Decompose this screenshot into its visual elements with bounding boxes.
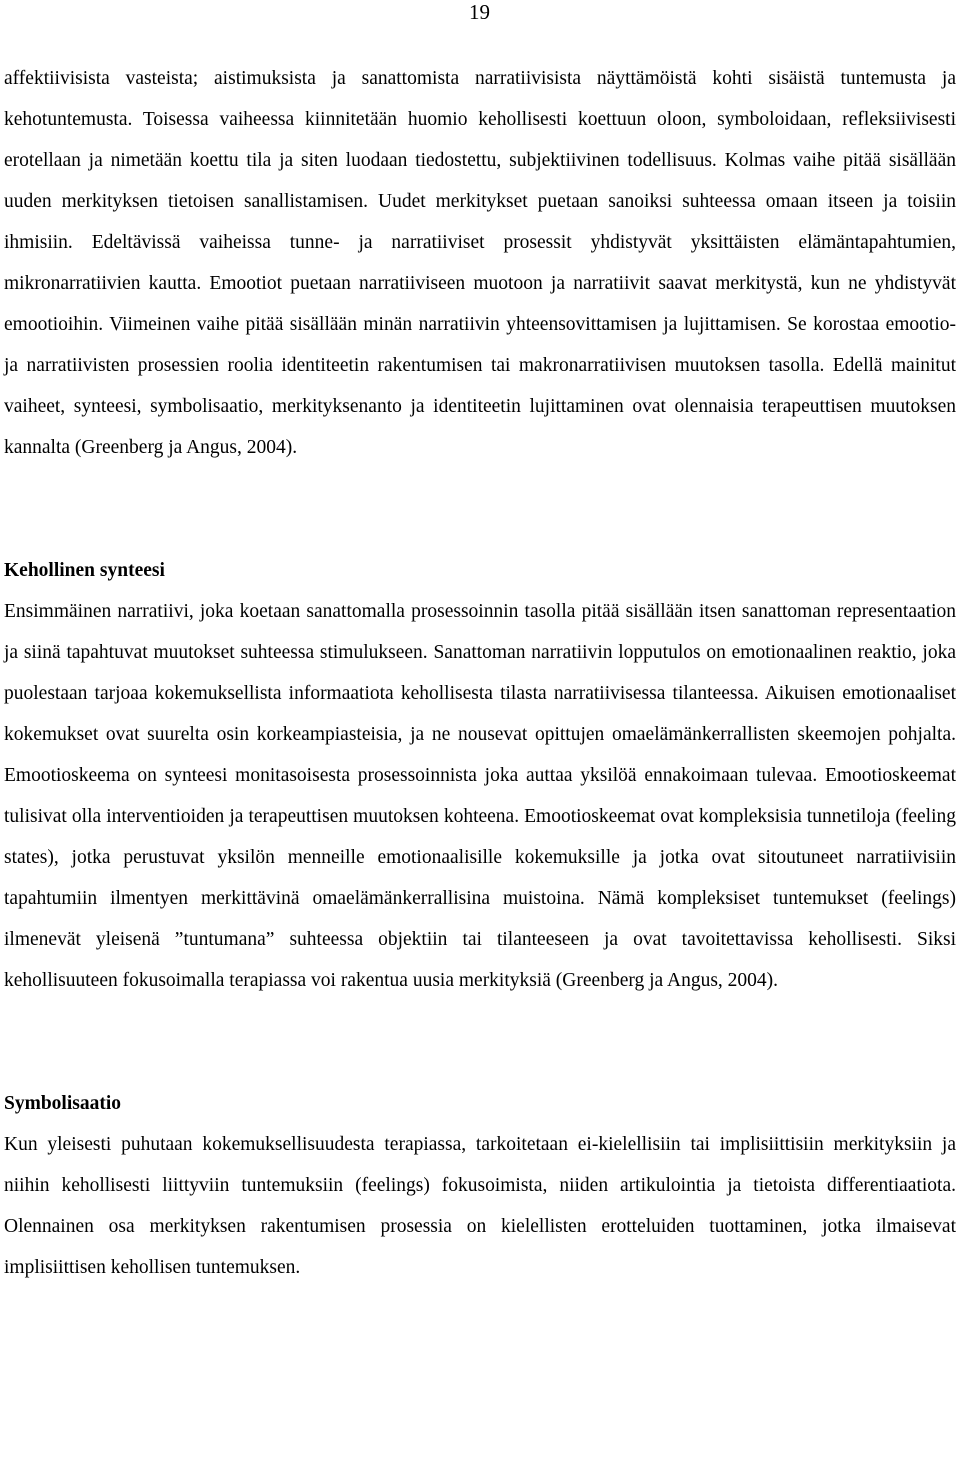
section-heading: Symbolisaatio bbox=[4, 1093, 122, 1114]
paragraph-intro: affektiivisista vasteista; aistimuksista ja sanattomista narratiivisista näyttämöistä kohti sisäistä tuntemusta ja kehotuntemusta. Toisessa vaiheessa kiinnitetään huomio kehollisesti koettuun oloon, symboloidaan, refleksiivisesti erotellaan ja nimetään koettu tila ja siten luodaan tiedostettu, subjektiivinen todellisuus. Kolmas vaihe pitää sisällään uuden merkityksen tietoisen sanallistamisen. Uudet merkitykset puetaan sanoiksi suhteessa omaan itseen ja toisiin ihmisiin. Edeltävissä vaiheissa tunne- ja narratiiviset prosessit yhdistyvät yksittäisten elämäntapahtumien, mikronarratiivien kautta. Emootiot puetaan narratiiviseen muotoon ja narratiivit saavat merkitystä, kun ne yhdistyvät emootioihin. Viimeinen vaihe pitää sisällään minän narratiivin yhteensovittamisen ja lujittamisen. Se korostaa emootio- ja narratiivisten prosessien roolia identiteetin rakentumisen tai makronarratiivisen muutoksen tasolla. Edellä mainitut vaiheet, synteesi, symbolisaatio, merkityksenanto ja identiteetin lujittaminen ovat olennaisia terapeuttisen muutoksen kannalta (Greenberg ja Angus, 2004). bbox=[4, 68, 956, 458]
document-body bbox=[4, 58, 956, 1288]
section-symbolisaatio bbox=[4, 1083, 956, 1288]
page-number: 19 bbox=[469, 0, 490, 24]
section-paragraph: Kun yleisesti puhutaan kokemuksellisuudesta terapiassa, tarkoitetaan ei-kielellisiin tai implisiittisiin merkityksiin ja niihin kehollisesti liittyviin tuntemuksiin (feelings) fokusoimista, niiden artikulointia ja tietoista differentiaatiota. Olennainen osa merkityksen rakentumisen prosessia on kielellisten erotteluiden tuottaminen, jotka ilmaisevat implisiittisen kehollisen tuntemuksen. bbox=[4, 1134, 956, 1278]
section-spacer bbox=[4, 468, 956, 550]
section-heading: Kehollinen synteesi bbox=[4, 560, 165, 581]
section-kehollinen-synteesi bbox=[4, 550, 956, 1001]
section-paragraph: Ensimmäinen narratiivi, joka koetaan sanattomalla prosessoinnin tasolla pitää sisällään itsen sanattoman representaation ja siinä tapahtuvat muutokset suhteessa stimulukseen. Sanattoman narratiivin lopputulos on emotionaalinen reaktio, joka puolestaan tarjoaa kokemuksellista informaatiota kehollisesta tilasta narratiivisessa tilanteessa. Aikuisen emotionaaliset kokemukset ovat suurelta osin korkeampiasteisia, ja ne nousevat opittujen omaelämänkerrallisten skeemojen pohjalta. Emootioskeema on synteesi monitasoisesta prosessoinnista joka auttaa yksilöä ennakoimaan tulevaa. Emootioskeemat tulisivat olla interventioiden ja terapeuttisen muutoksen kohteena. Emootioskeemat ovat kompleksisia tunnetiloja (feeling states), jotka perustuvat yksilön menneille emotionaalisille kokemuksille ja jotka ovat sitoutuneet narratiivisiin tapahtumiin ilmentyen merkittävinä omaelämänkerrallisina muistoina. Nämä kompleksiset tuntemukset (feelings) ilmenevät yleisenä ”tuntumana” suhteessa objektiin tai tilanteeseen ja ovat tavoitettavissa kehollisesti. Siksi kehollisuuteen fokusoimalla terapiassa voi rakentua uusia merkityksiä (Greenberg ja Angus, 2004). bbox=[4, 601, 956, 991]
section-spacer bbox=[4, 1001, 956, 1083]
